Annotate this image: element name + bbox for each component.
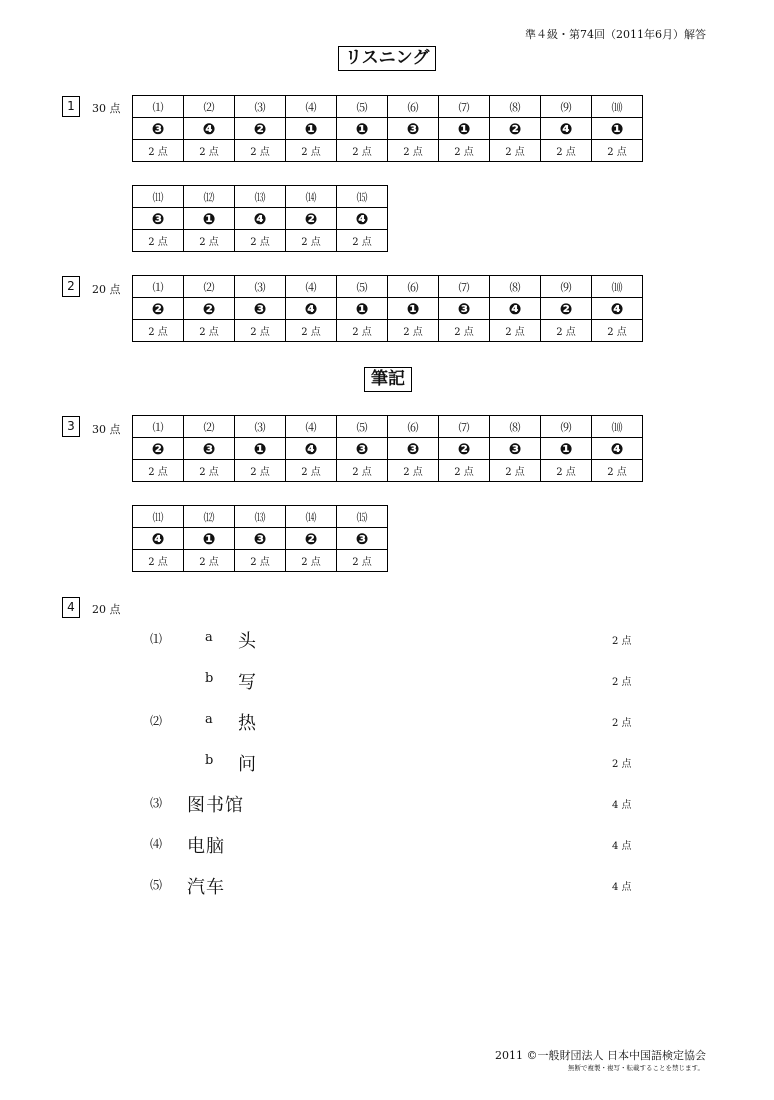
q4-item-number: ⑴ bbox=[150, 632, 163, 646]
answer-table-row-num bbox=[133, 506, 388, 528]
question-number-cell: ⑹ bbox=[388, 416, 439, 438]
question-number-cell: ⑺ bbox=[439, 276, 490, 298]
q4-item-sub: a bbox=[205, 712, 213, 727]
q4-item-points: 2 点 bbox=[612, 718, 632, 729]
q4-item-number: ⑶ bbox=[150, 796, 163, 810]
points-cell: 2 点 bbox=[286, 230, 337, 252]
question-number-4: 4 bbox=[62, 597, 80, 618]
q4-item-answer: 热 bbox=[238, 713, 257, 734]
answer-mark-cell: ❹ bbox=[133, 528, 184, 550]
answer-mark-cell: ❶ bbox=[184, 208, 235, 230]
points-cell: 2 点 bbox=[388, 140, 439, 162]
q4-item-answer: 头 bbox=[238, 631, 257, 652]
q4-item-sub: b bbox=[205, 671, 214, 686]
question-number-cell: ⑹ bbox=[388, 276, 439, 298]
points-cell: 2 点 bbox=[388, 460, 439, 482]
answer-mark-cell: ❹ bbox=[286, 438, 337, 460]
answer-mark-cell: ❸ bbox=[133, 208, 184, 230]
answer-table bbox=[132, 185, 388, 252]
question-number-cell: ⑸ bbox=[337, 276, 388, 298]
question-number-cell: ⑷ bbox=[286, 96, 337, 118]
points-cell: 2 点 bbox=[439, 460, 490, 482]
answer-mark-cell: ❶ bbox=[337, 298, 388, 320]
points-cell: 2 点 bbox=[592, 320, 643, 342]
points-cell: 2 点 bbox=[286, 460, 337, 482]
points-cell: 2 点 bbox=[388, 320, 439, 342]
question-number-cell: ⑼ bbox=[541, 276, 592, 298]
points-cell: 2 点 bbox=[490, 140, 541, 162]
answer-mark-cell: ❶ bbox=[235, 438, 286, 460]
q4-item-answer: 问 bbox=[238, 754, 257, 775]
answer-table-row-mark bbox=[133, 438, 643, 460]
q4-item-points: 2 点 bbox=[612, 759, 632, 770]
q4-item-sub: a bbox=[205, 630, 213, 645]
q4-item-sub: b bbox=[205, 753, 214, 768]
answer-mark-cell: ❶ bbox=[592, 118, 643, 140]
points-cell: 2 点 bbox=[541, 460, 592, 482]
answer-table-row-num bbox=[133, 186, 388, 208]
points-cell: 2 点 bbox=[337, 320, 388, 342]
points-cell: 2 点 bbox=[541, 140, 592, 162]
answer-table-row-pt bbox=[133, 320, 643, 342]
points-cell: 2 点 bbox=[235, 230, 286, 252]
question-3-points: 30 点 bbox=[92, 423, 121, 436]
section-title-writing: 筆記 bbox=[364, 367, 412, 392]
points-cell: 2 点 bbox=[235, 550, 286, 572]
points-cell: 2 点 bbox=[490, 460, 541, 482]
answer-table-row-pt bbox=[133, 460, 643, 482]
answer-table-row-mark bbox=[133, 298, 643, 320]
answer-table-row-num bbox=[133, 416, 643, 438]
question-number-cell: ⑸ bbox=[337, 416, 388, 438]
points-cell: 2 点 bbox=[235, 320, 286, 342]
answer-mark-cell: ❹ bbox=[541, 118, 592, 140]
question-number-cell: ⑵ bbox=[184, 276, 235, 298]
question-number-cell: ⒂ bbox=[337, 506, 388, 528]
answer-mark-cell: ❶ bbox=[337, 118, 388, 140]
q4-item-number: ⑷ bbox=[150, 837, 163, 851]
answer-mark-cell: ❹ bbox=[592, 298, 643, 320]
question-number-cell: ⑽ bbox=[592, 96, 643, 118]
question-number-cell: ⑴ bbox=[133, 96, 184, 118]
question-1-points: 30 点 bbox=[92, 102, 121, 115]
answer-table bbox=[132, 415, 643, 482]
question-number-cell: ⑷ bbox=[286, 416, 337, 438]
points-cell: 2 点 bbox=[541, 320, 592, 342]
points-cell: 2 点 bbox=[439, 140, 490, 162]
question-number-cell: ⑶ bbox=[235, 276, 286, 298]
points-cell: 2 点 bbox=[184, 140, 235, 162]
footer-notice: 無断で複製・複写・転載することを禁じます。 bbox=[568, 1064, 704, 1072]
q4-item-number: ⑵ bbox=[150, 714, 163, 728]
question-number-cell: ⑻ bbox=[490, 96, 541, 118]
points-cell: 2 点 bbox=[184, 320, 235, 342]
question-number-cell: ⑵ bbox=[184, 96, 235, 118]
question-number-cell: ⑽ bbox=[592, 276, 643, 298]
points-cell: 2 点 bbox=[337, 230, 388, 252]
points-cell: 2 点 bbox=[184, 230, 235, 252]
answer-mark-cell: ❹ bbox=[235, 208, 286, 230]
points-cell: 2 点 bbox=[286, 140, 337, 162]
points-cell: 2 点 bbox=[133, 460, 184, 482]
question-number-cell: ⑸ bbox=[337, 96, 388, 118]
points-cell: 2 点 bbox=[235, 460, 286, 482]
question-number-cell: ⑵ bbox=[184, 416, 235, 438]
answer-mark-cell: ❶ bbox=[184, 528, 235, 550]
question-number-cell: ⑹ bbox=[388, 96, 439, 118]
q4-item-points: 2 点 bbox=[612, 677, 632, 688]
answer-mark-cell: ❹ bbox=[337, 208, 388, 230]
answer-table-row-pt bbox=[133, 230, 388, 252]
answer-table-row-num bbox=[133, 96, 643, 118]
answer-mark-cell: ❷ bbox=[286, 528, 337, 550]
points-cell: 2 点 bbox=[592, 140, 643, 162]
section-title-listening: リスニング bbox=[338, 46, 436, 71]
answer-mark-cell: ❷ bbox=[133, 438, 184, 460]
question-number-cell: ⑼ bbox=[541, 96, 592, 118]
answer-mark-cell: ❷ bbox=[133, 298, 184, 320]
question-number-cell: ⑼ bbox=[541, 416, 592, 438]
question-number-cell: ⑺ bbox=[439, 416, 490, 438]
question-number-cell: ⒂ bbox=[337, 186, 388, 208]
question-number-2: 2 bbox=[62, 276, 80, 297]
answer-table-row-mark bbox=[133, 528, 388, 550]
q4-item-points: 2 点 bbox=[612, 636, 632, 647]
answer-mark-cell: ❹ bbox=[286, 298, 337, 320]
question-2-points: 20 点 bbox=[92, 283, 121, 296]
points-cell: 2 点 bbox=[133, 320, 184, 342]
points-cell: 2 点 bbox=[184, 550, 235, 572]
points-cell: 2 点 bbox=[439, 320, 490, 342]
q4-item-answer: 图书馆 bbox=[187, 795, 244, 816]
question-number-cell: ⑿ bbox=[184, 186, 235, 208]
question-number-cell: ⑻ bbox=[490, 416, 541, 438]
question-number-cell: ⑶ bbox=[235, 96, 286, 118]
question-number-cell: ⑽ bbox=[592, 416, 643, 438]
points-cell: 2 点 bbox=[337, 550, 388, 572]
answer-mark-cell: ❷ bbox=[235, 118, 286, 140]
question-number-cell: ⑴ bbox=[133, 416, 184, 438]
q4-item-answer: 写 bbox=[238, 672, 257, 693]
question-number-cell: ⑻ bbox=[490, 276, 541, 298]
answer-mark-cell: ❸ bbox=[439, 298, 490, 320]
page-header: 準４級・第74回（2011年6月）解答 bbox=[525, 28, 706, 41]
answer-table-row-pt bbox=[133, 140, 643, 162]
question-number-cell: ⑶ bbox=[235, 416, 286, 438]
question-number-1: 1 bbox=[62, 96, 80, 117]
q4-item-answer: 电脑 bbox=[187, 836, 225, 857]
answer-mark-cell: ❷ bbox=[490, 118, 541, 140]
answer-mark-cell: ❹ bbox=[592, 438, 643, 460]
question-number-cell: ⑴ bbox=[133, 276, 184, 298]
answer-table bbox=[132, 505, 388, 572]
footer-copyright: 2011 ©一般財団法人 日本中国語検定協会 bbox=[495, 1049, 706, 1062]
points-cell: 2 点 bbox=[592, 460, 643, 482]
points-cell: 2 点 bbox=[337, 460, 388, 482]
q4-item-points: 4 点 bbox=[612, 841, 632, 852]
answer-table-row-mark bbox=[133, 118, 643, 140]
question-number-cell: ⒀ bbox=[235, 506, 286, 528]
answer-mark-cell: ❶ bbox=[286, 118, 337, 140]
question-number-cell: ⑺ bbox=[439, 96, 490, 118]
points-cell: 2 点 bbox=[235, 140, 286, 162]
answer-table bbox=[132, 95, 643, 162]
answer-mark-cell: ❹ bbox=[490, 298, 541, 320]
answer-mark-cell: ❶ bbox=[541, 438, 592, 460]
answer-mark-cell: ❸ bbox=[388, 438, 439, 460]
answer-mark-cell: ❸ bbox=[337, 438, 388, 460]
answer-mark-cell: ❸ bbox=[490, 438, 541, 460]
answer-table-row-pt bbox=[133, 550, 388, 572]
points-cell: 2 点 bbox=[337, 140, 388, 162]
question-number-cell: ⑾ bbox=[133, 186, 184, 208]
points-cell: 2 点 bbox=[133, 140, 184, 162]
q4-item-number: ⑸ bbox=[150, 878, 163, 892]
q4-item-points: 4 点 bbox=[612, 882, 632, 893]
question-number-cell: ⑷ bbox=[286, 276, 337, 298]
question-4-points: 20 点 bbox=[92, 603, 121, 616]
question-number-cell: ⑿ bbox=[184, 506, 235, 528]
question-number-cell: ⒁ bbox=[286, 186, 337, 208]
points-cell: 2 点 bbox=[286, 320, 337, 342]
answer-mark-cell: ❶ bbox=[388, 298, 439, 320]
points-cell: 2 点 bbox=[133, 550, 184, 572]
answer-mark-cell: ❸ bbox=[235, 528, 286, 550]
q4-item-answer: 汽车 bbox=[187, 877, 225, 898]
answer-table-row-mark bbox=[133, 208, 388, 230]
points-cell: 2 点 bbox=[133, 230, 184, 252]
answer-mark-cell: ❸ bbox=[184, 438, 235, 460]
answer-mark-cell: ❶ bbox=[439, 118, 490, 140]
question-number-cell: ⒁ bbox=[286, 506, 337, 528]
answer-mark-cell: ❸ bbox=[235, 298, 286, 320]
answer-table-row-num bbox=[133, 276, 643, 298]
answer-mark-cell: ❷ bbox=[286, 208, 337, 230]
points-cell: 2 点 bbox=[184, 460, 235, 482]
points-cell: 2 点 bbox=[490, 320, 541, 342]
question-number-3: 3 bbox=[62, 416, 80, 437]
answer-mark-cell: ❷ bbox=[439, 438, 490, 460]
points-cell: 2 点 bbox=[286, 550, 337, 572]
answer-mark-cell: ❸ bbox=[337, 528, 388, 550]
question-number-cell: ⒀ bbox=[235, 186, 286, 208]
answer-mark-cell: ❹ bbox=[184, 118, 235, 140]
answer-mark-cell: ❷ bbox=[184, 298, 235, 320]
answer-table bbox=[132, 275, 643, 342]
answer-mark-cell: ❸ bbox=[388, 118, 439, 140]
answer-mark-cell: ❷ bbox=[541, 298, 592, 320]
question-number-cell: ⑾ bbox=[133, 506, 184, 528]
q4-item-points: 4 点 bbox=[612, 800, 632, 811]
answer-mark-cell: ❸ bbox=[133, 118, 184, 140]
